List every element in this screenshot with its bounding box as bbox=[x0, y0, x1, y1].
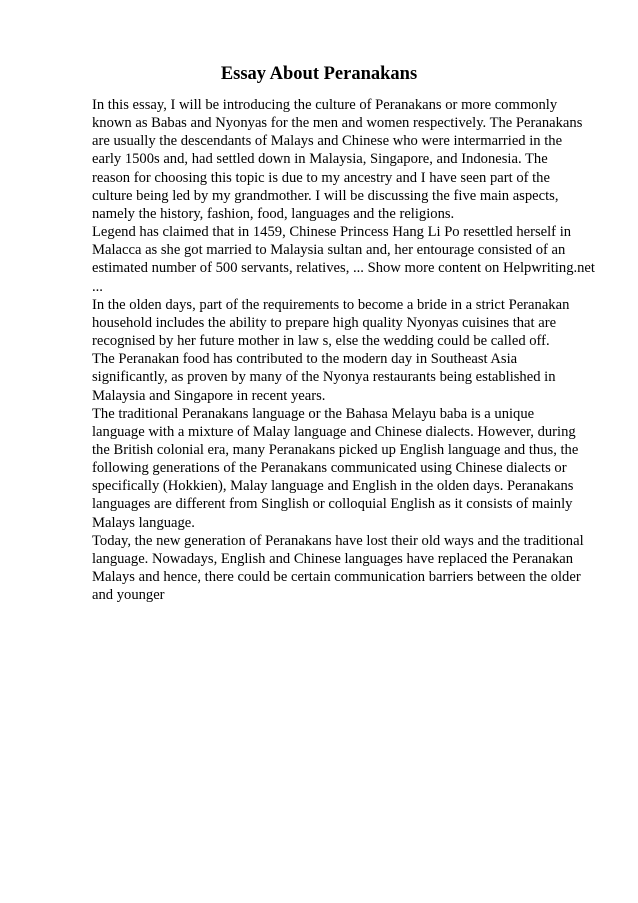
text-line: language with a mixture of Malay language and Chinese dialects. However, during bbox=[92, 423, 576, 440]
text-line: The Peranakan food has contributed to the modern day in Southeast Asia bbox=[92, 351, 518, 368]
text-line: culture being led by my grandmother. I will be discussing the five main aspects, bbox=[92, 187, 559, 204]
text-line: following generations of the Peranakans communicated using Chinese dialects or bbox=[92, 460, 567, 477]
text-line: specifically (Hokkien), Malay language and English in the olden days. Peranakans bbox=[92, 478, 574, 495]
text-line: significantly, as proven by many of the Nyonya restaurants being established in bbox=[92, 369, 556, 386]
text-line: Malays and hence, there could be certain communication barriers between the older bbox=[92, 569, 581, 586]
text-line: Malays language. bbox=[92, 514, 195, 531]
text-line: estimated number of 500 servants, relatives, ... Show more content on Helpwriting.net bbox=[92, 260, 595, 277]
page-title: Essay About Peranakans bbox=[220, 64, 418, 84]
text-line: In the olden days, part of the requirements to become a bride in a strict Peranakan bbox=[92, 296, 570, 313]
text-line: The traditional Peranakans language or the Bahasa Melayu baba is a unique bbox=[92, 405, 535, 422]
text-line: namely the history, fashion, food, languages and the religions. bbox=[92, 205, 455, 222]
text-line: language. Nowadays, English and Chinese languages have replaced the Peranakan bbox=[92, 550, 574, 567]
text-line: ... bbox=[92, 278, 103, 295]
text-line: and younger bbox=[92, 587, 165, 604]
text-line: known as Babas and Nyonyas for the men and women respectively. The Peranakans bbox=[92, 115, 583, 132]
text-line: Legend has claimed that in 1459, Chinese Princess Hang Li Po resettled herself in bbox=[92, 224, 572, 241]
essay-body bbox=[92, 96, 612, 604]
text-line: Malacca as she got married to Malaysia sultan and, her entourage consisted of an bbox=[92, 242, 566, 259]
text-line: languages are different from Singlish or colloquial English as it consists of mainly bbox=[92, 496, 573, 513]
text-line: Malaysia and Singapore in recent years. bbox=[92, 387, 326, 404]
text-line: In this essay, I will be introducing the culture of Peranakans or more commonly bbox=[92, 97, 558, 113]
text-line: early 1500s and, had settled down in Malaysia, Singapore, and Indonesia. The bbox=[92, 151, 548, 168]
text-line: reason for choosing this topic is due to my ancestry and I have seen part of the bbox=[92, 169, 550, 186]
text-line: the British colonial era, many Peranakans picked up English language and thus, the bbox=[92, 441, 579, 458]
text-line: household includes the ability to prepare high quality Nyonyas cuisines that are bbox=[92, 314, 557, 331]
text-line: are usually the descendants of Malays and Chinese who were intermarried in the bbox=[92, 133, 563, 150]
text-line: Today, the new generation of Peranakans have lost their old ways and the traditional bbox=[92, 532, 584, 549]
text-line: recognised by her future mother in law s, else the wedding could be called off. bbox=[92, 333, 550, 350]
